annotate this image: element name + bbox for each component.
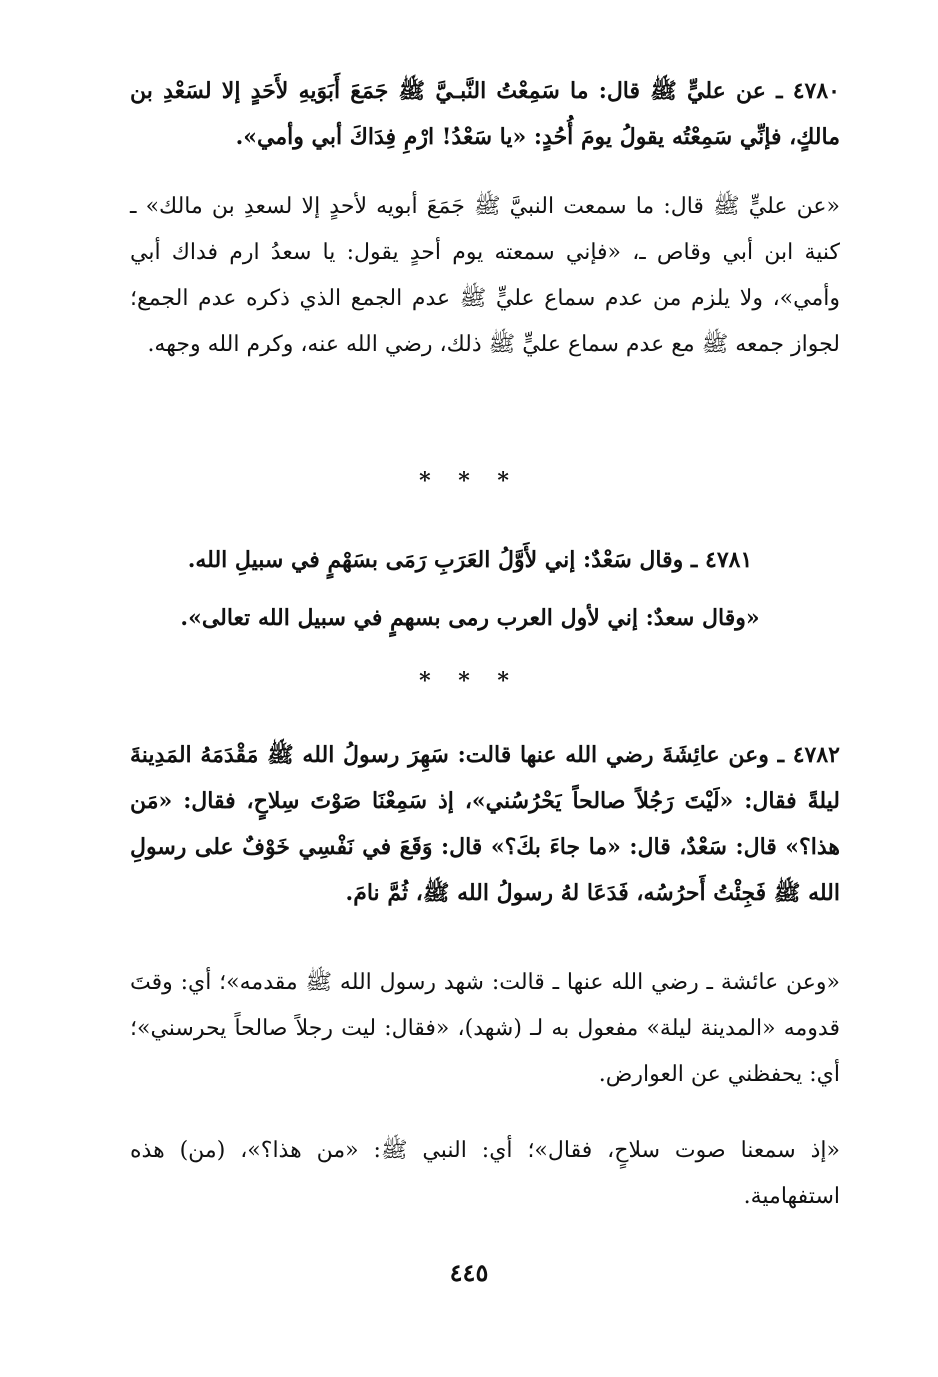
hadith-4781-text: ٤٧٨١ ـ وقال سَعْدٌ: إني لأَوَّلُ العَرَبِ رَمَى بسَهْمٍ في سبيلِ الله. [187, 547, 753, 573]
hadith-4781-commentary: «وقال سعدٌ: إني لأول العرب رمى بسهمٍ في سبيل الله تعالى». [180, 605, 760, 631]
hadith-4780-text: ٤٧٨٠ ـ عن عليٍّ ﷺ قال: ما سَمِعْتُ النَّبـيَّ ﷺ جَمَعَ أَبَوَيهِ لأَحَدٍ إلا لسَعْدِ بن مالكٍ، فإنِّي سَمِعْتُه يقولُ يومَ أُحُدٍ: «يا سَعْدُ! ارْمِ فِدَاكَ أبي وأمي». [130, 78, 840, 150]
hadith-4780-commentary: «عن عليٍّ ﷺ قال: ما سمعت النبيَّ ﷺ جَمَعَ أبويه لأحدٍ إلا لسعدِ بن مالك» ـ كنية ابن أبي وقاص ـ، «فإني سمعته يوم أحدٍ يقول: يا سعدُ ارم فداك أبي وأمي»، ولا يلزم من عدم سماع عليٍّ ﷺ عدم الجمع الذي ذكره عدم الجمع؛ لجواز جمعه ﷺ مع عدم سماع عليٍّ ﷺ ذلك، رضي الله عنه، وكرم الله وجهه. [130, 194, 840, 357]
section-separator: * * * [419, 668, 519, 694]
section-separator: * * * [419, 468, 519, 494]
hadith-4782-commentary: «وعن عائشة ـ رضي الله عنها ـ قالت: شهد رسول الله ﷺ مقدمه»؛ أي: وقتَ قدومه «المدينة ليلة» مفعول به لـ (شهد)، «فقال: ليت رجلاً صالحاً يحرسني»؛ أي: يحفظني عن العوارض. [130, 970, 840, 1087]
hadith-4782-commentary: «إذ سمعنا صوت سلاحٍ، فقال»؛ أي: النبي ﷺ: «من هذا؟»، (من) هذه استفهامية. [130, 1138, 840, 1209]
page-number: ٤٤٥ [449, 1258, 489, 1287]
hadith-4782-text: ٤٧٨٢ ـ وعن عائِشَةَ رضي الله عنها قالت: سَهِرَ رسولُ الله ﷺ مَقْدَمَهُ المَدِينةَ ليلةً فقال: «لَيْتَ رَجُلاً صالحاً يَحْرُسُني»، إذ سَمِعْنَا صَوْتَ سِلاحٍ، فقال: «مَن هذا؟» قال: سَعْدٌ، قال: «ما جاءَ بكَ؟» قال: وَقَعَ في نَفْسِي خَوْفٌ على رسولِ الله ﷺ فَجِئْتُ أَحرُسُه، فَدَعَا لهُ رسولُ الله ﷺ، ثُمَّ نامَ. [130, 742, 840, 906]
